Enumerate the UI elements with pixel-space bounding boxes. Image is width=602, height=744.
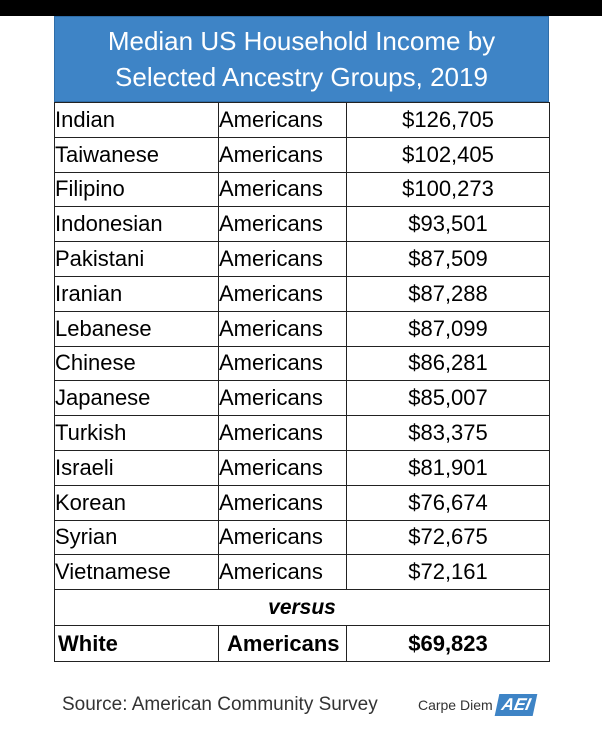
income-table-card [54, 16, 549, 662]
americans-cell: Americans [219, 172, 347, 207]
americans-cell: Americans [219, 626, 347, 662]
income-cell: $81,901 [347, 450, 550, 485]
ancestry-group-cell: Syrian [55, 520, 219, 555]
table-row [55, 137, 550, 172]
ancestry-group-cell: Pakistani [55, 242, 219, 277]
table-row [55, 103, 550, 138]
title-line-1: Median US Household Income by [107, 26, 496, 56]
income-cell: $102,405 [347, 137, 550, 172]
versus-label: versus [55, 590, 550, 626]
table-row [55, 626, 550, 662]
aei-logo: AEI [494, 694, 537, 716]
table-row [55, 416, 550, 451]
income-cell: $85,007 [347, 381, 550, 416]
income-table [54, 102, 550, 662]
table-row [55, 242, 550, 277]
income-cell: $87,509 [347, 242, 550, 277]
income-cell: $93,501 [347, 207, 550, 242]
americans-cell: Americans [219, 416, 347, 451]
ancestry-group-cell: Japanese [55, 381, 219, 416]
table-title [54, 16, 549, 102]
brand-name: Carpe Diem [417, 697, 493, 713]
table-row [55, 555, 550, 590]
ancestry-group-cell: Chinese [55, 346, 219, 381]
income-cell: $86,281 [347, 346, 550, 381]
ancestry-group-cell: Israeli [55, 450, 219, 485]
income-cell: $126,705 [347, 103, 550, 138]
ancestry-group-cell: Turkish [55, 416, 219, 451]
americans-cell: Americans [219, 381, 347, 416]
americans-cell: Americans [219, 555, 347, 590]
ancestry-group-cell: Indonesian [55, 207, 219, 242]
americans-cell: Americans [219, 346, 347, 381]
americans-cell: Americans [219, 485, 347, 520]
table-row [55, 311, 550, 346]
table-row [55, 381, 550, 416]
income-cell: $72,161 [347, 555, 550, 590]
table-row [55, 276, 550, 311]
americans-cell: Americans [219, 137, 347, 172]
table-row [55, 207, 550, 242]
income-cell: $83,375 [347, 416, 550, 451]
table-row [55, 172, 550, 207]
brand [418, 694, 535, 716]
americans-cell: Americans [219, 450, 347, 485]
income-cell: $76,674 [347, 485, 550, 520]
ancestry-group-cell: Korean [55, 485, 219, 520]
americans-cell: Americans [219, 520, 347, 555]
ancestry-group-cell: Vietnamese [55, 555, 219, 590]
americans-cell: Americans [219, 242, 347, 277]
title-line-2: Selected Ancestry Groups, 2019 [115, 62, 488, 92]
table-row [55, 485, 550, 520]
ancestry-group-cell: Lebanese [55, 311, 219, 346]
ancestry-group-cell: White [55, 626, 219, 662]
americans-cell: Americans [219, 311, 347, 346]
americans-cell: Americans [219, 276, 347, 311]
ancestry-group-cell: Iranian [55, 276, 219, 311]
footer [54, 688, 549, 722]
table-row [55, 520, 550, 555]
top-black-bar [0, 0, 602, 16]
income-cell: $87,099 [347, 311, 550, 346]
versus-row [55, 590, 550, 626]
income-table-body [55, 103, 550, 662]
income-cell: $69,823 [347, 626, 550, 662]
table-row [55, 346, 550, 381]
ancestry-group-cell: Indian [55, 103, 219, 138]
americans-cell: Americans [219, 207, 347, 242]
ancestry-group-cell: Taiwanese [55, 137, 219, 172]
americans-cell: Americans [219, 103, 347, 138]
income-cell: $100,273 [347, 172, 550, 207]
ancestry-group-cell: Filipino [55, 172, 219, 207]
source-note: Source: American Community Survey [62, 694, 378, 715]
income-cell: $72,675 [347, 520, 550, 555]
income-cell: $87,288 [347, 276, 550, 311]
table-row [55, 450, 550, 485]
